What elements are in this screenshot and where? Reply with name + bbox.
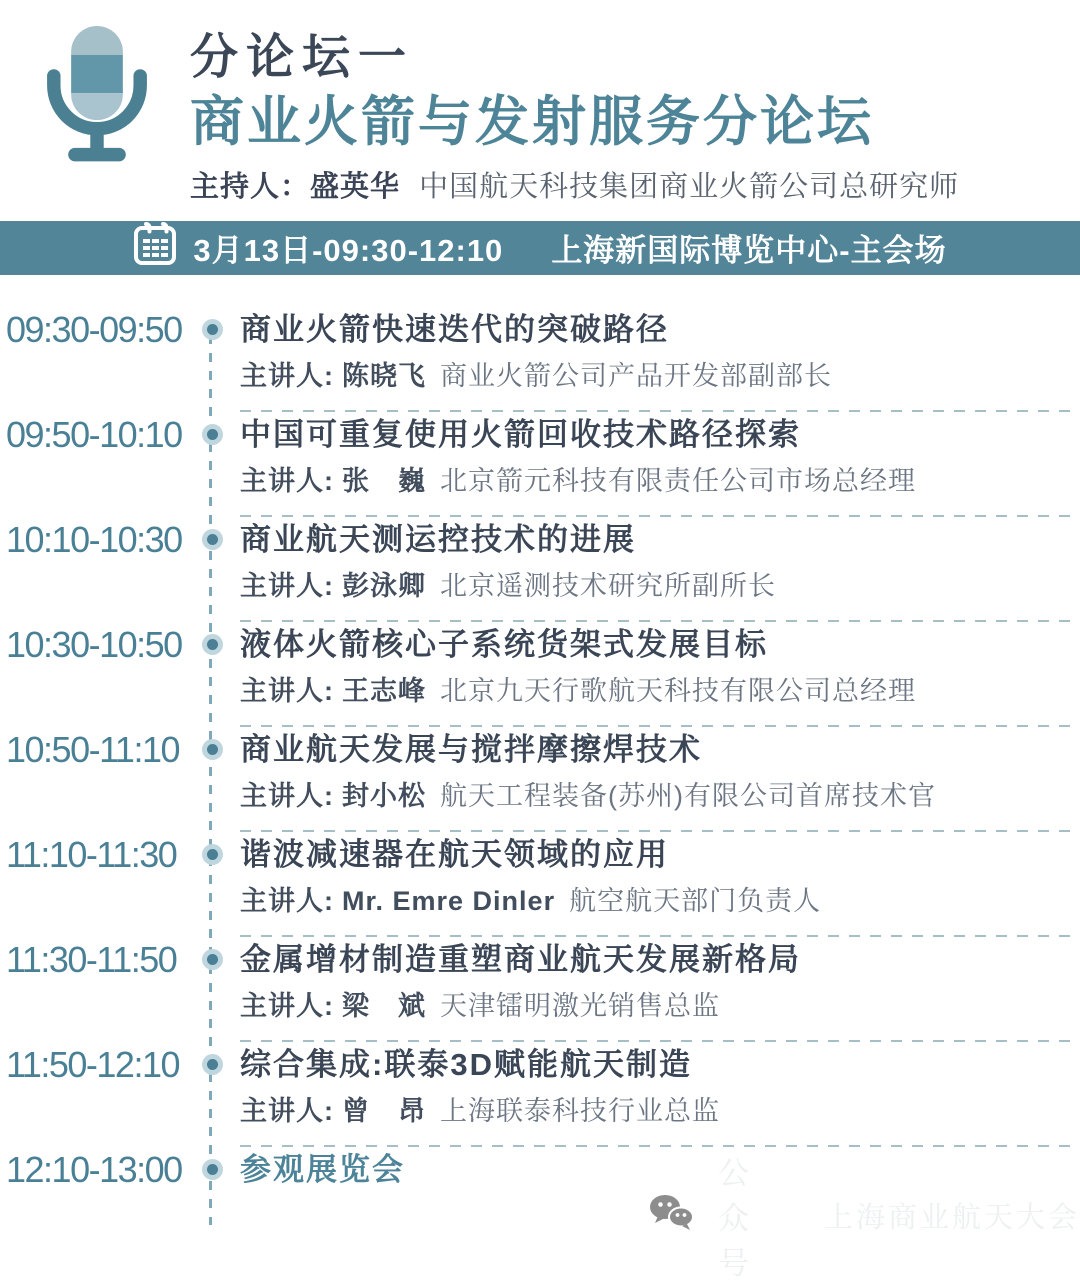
- session-time: 09:30-09:50: [6, 308, 182, 350]
- session-content: [226, 727, 1080, 832]
- speaker-name: 王志峰: [342, 675, 426, 706]
- host-label-and-name: 主持人：盛英华: [190, 171, 401, 204]
- session-content: [226, 412, 1080, 517]
- session-row: [0, 307, 1080, 412]
- timeline-dot: [198, 727, 226, 832]
- session-time: 10:10-10:30: [6, 518, 182, 560]
- session-time: 10:50-11:10: [6, 728, 179, 770]
- speaker-name: 张 巍: [342, 465, 426, 496]
- session-title: 综合集成:联泰3D赋能航天制造: [240, 1046, 692, 1082]
- speaker-label: 主讲人:: [240, 885, 334, 916]
- wechat-icon: [648, 1193, 696, 1238]
- speaker-label: 主讲人:: [240, 570, 334, 601]
- timeline-dot: [198, 622, 226, 727]
- watermark-account: 上海商业航天大会: [823, 1202, 1080, 1234]
- session-content: [226, 307, 1080, 412]
- session-content: [226, 832, 1080, 937]
- header-titles: [190, 24, 959, 207]
- host-affiliation: 中国航天科技集团商业火箭公司总研究师: [419, 171, 960, 204]
- timeline-dot: [198, 412, 226, 517]
- agenda-list: [0, 275, 1080, 1252]
- speaker-affiliation: 商业火箭公司产品开发部副部长: [440, 360, 832, 391]
- session-row: [0, 622, 1080, 727]
- banner-datetime-group: [133, 221, 503, 275]
- session-row: [0, 517, 1080, 622]
- speaker-affiliation: 航空航天部门负责人: [569, 885, 822, 916]
- session-speaker-line: [240, 880, 1080, 922]
- timeline-dot: [198, 517, 226, 622]
- session-title: 商业航天发展与搅拌摩擦焊技术: [240, 731, 702, 767]
- forum-label: 分论坛一: [190, 31, 415, 84]
- speaker-name: 梁 斌: [342, 990, 426, 1021]
- session-title: 商业航天测运控技术的进展: [240, 521, 636, 557]
- host-line: [190, 169, 959, 207]
- speaker-affiliation: 北京遥测技术研究所副所长: [440, 570, 776, 601]
- timeline-dot: [198, 1147, 226, 1252]
- speaker-name: 封小松: [342, 780, 426, 811]
- speaker-label: 主讲人:: [240, 675, 334, 706]
- session-content: [226, 937, 1080, 1042]
- watermark-label: 公众号: [718, 1156, 755, 1281]
- session-title: 商业火箭快速迭代的突破路径: [240, 311, 669, 347]
- forum-title: 商业火箭与发射服务分论坛: [190, 92, 874, 153]
- speaker-label: 主讲人:: [240, 780, 334, 811]
- session-speaker-line: [240, 670, 1080, 712]
- timeline-dot: [198, 937, 226, 1042]
- speaker-affiliation: 天津镭明激光销售总监: [440, 990, 720, 1021]
- session-title: 谐波减速器在航天领域的应用: [240, 836, 669, 872]
- session-row: [0, 1042, 1080, 1147]
- session-speaker-line: [240, 460, 1080, 502]
- banner-datetime: 3月13日-09:30-12:10: [193, 233, 504, 269]
- schedule-banner: [0, 221, 1080, 275]
- session-time: 11:30-11:50: [6, 938, 177, 980]
- speaker-affiliation: 上海联泰科技行业总监: [440, 1095, 720, 1126]
- timeline-dot: [198, 832, 226, 937]
- speaker-label: 主讲人:: [240, 990, 334, 1021]
- session-time: 11:50-12:10: [6, 1043, 179, 1085]
- session-title: 中国可重复使用火箭回收技术路径探索: [240, 416, 801, 452]
- speaker-name: 曾 昂: [342, 1095, 426, 1126]
- session-speaker-line: [240, 985, 1080, 1027]
- timeline-dot: [198, 1042, 226, 1147]
- session-content: [226, 622, 1080, 727]
- watermark: [648, 1148, 1080, 1283]
- session-speaker-line: [240, 775, 1080, 817]
- session-row: [0, 937, 1080, 1042]
- session-content: [226, 517, 1080, 622]
- header: [0, 0, 1080, 207]
- session-time: 12:10-13:00: [6, 1148, 182, 1190]
- session-speaker-line: [240, 565, 1080, 607]
- session-time: 11:10-11:30: [6, 833, 177, 875]
- session-time: 09:50-10:10: [6, 413, 182, 455]
- speaker-affiliation: 北京九天行歌航天科技有限公司总经理: [440, 675, 916, 706]
- speaker-name: Mr. Emre Dinler: [342, 885, 556, 916]
- session-title: 金属增材制造重塑商业航天发展新格局: [240, 941, 801, 977]
- session-title: 参观展览会: [240, 1151, 405, 1187]
- session-title: 液体火箭核心子系统货架式发展目标: [240, 626, 768, 662]
- session-speaker-line: [240, 1090, 1080, 1132]
- speaker-label: 主讲人:: [240, 360, 334, 391]
- speaker-label: 主讲人:: [240, 465, 334, 496]
- session-speaker-line: [240, 355, 1080, 397]
- speaker-name: 陈晓飞: [342, 360, 426, 391]
- speaker-affiliation: 北京箭元科技有限责任公司市场总经理: [440, 465, 916, 496]
- microphone-icon: [38, 26, 156, 207]
- banner-venue: 上海新国际博览中心-主会场: [551, 233, 947, 269]
- session-row: [0, 412, 1080, 517]
- timeline-dot: [198, 307, 226, 412]
- speaker-affiliation: 航天工程装备(苏州)有限公司首席技术官: [440, 780, 936, 811]
- speaker-name: 彭泳卿: [342, 570, 426, 601]
- session-time: 10:30-10:50: [6, 623, 182, 665]
- speaker-label: 主讲人:: [240, 1095, 334, 1126]
- session-content: [226, 1042, 1080, 1147]
- calendar-icon: [133, 221, 177, 275]
- session-row: [0, 727, 1080, 832]
- session-row: [0, 832, 1080, 937]
